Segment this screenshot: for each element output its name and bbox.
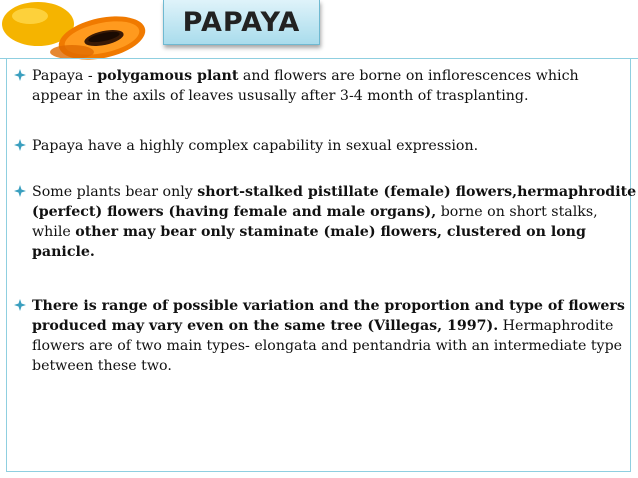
bullet-text: Papaya have a highly complex capability in sexual expression. bbox=[32, 138, 479, 154]
bullet-text-bold: short-stalked pistillate (female) flowers,hermaphrodite (perfect) flowers (having female and male organs), bbox=[32, 184, 637, 220]
bullet-text: Some plants bear only bbox=[32, 184, 198, 200]
bullet-text: Papaya - bbox=[32, 68, 98, 84]
diamond-bullet-icon bbox=[14, 139, 26, 151]
papaya-fruit-icon bbox=[0, 0, 150, 62]
diamond-bullet-icon bbox=[14, 299, 26, 311]
bullet-item bbox=[14, 136, 632, 156]
diamond-bullet-icon bbox=[14, 185, 26, 197]
bullet-text: and flowers are borne on inflorescences which appear in the axils of leaves ususally after 3-4 month of trasplanting. bbox=[32, 68, 579, 104]
bullet-item bbox=[14, 66, 632, 106]
bullet-item bbox=[14, 296, 638, 376]
bullet-item bbox=[14, 182, 638, 262]
bullet-text: borne on short stalks, while bbox=[32, 204, 598, 240]
title-box bbox=[163, 0, 320, 45]
bullet-text-bold: There is range of possible variation and the proportion and type of flowers produced may vary even on the same tree (Villegas, 1997). bbox=[32, 298, 625, 334]
content-frame bbox=[6, 58, 631, 472]
bullet-text-bold: polygamous plant bbox=[97, 68, 239, 84]
bullet-text: Hermaphrodite flowers are of two main types- elongata and pentandria with an intermediate type between these two. bbox=[32, 318, 623, 374]
bullet-text-bold: other may bear only staminate (male) flowers, clustered on long panicle. bbox=[32, 224, 586, 260]
slide-title: PAPAYA bbox=[182, 6, 301, 38]
diamond-bullet-icon bbox=[14, 69, 26, 81]
